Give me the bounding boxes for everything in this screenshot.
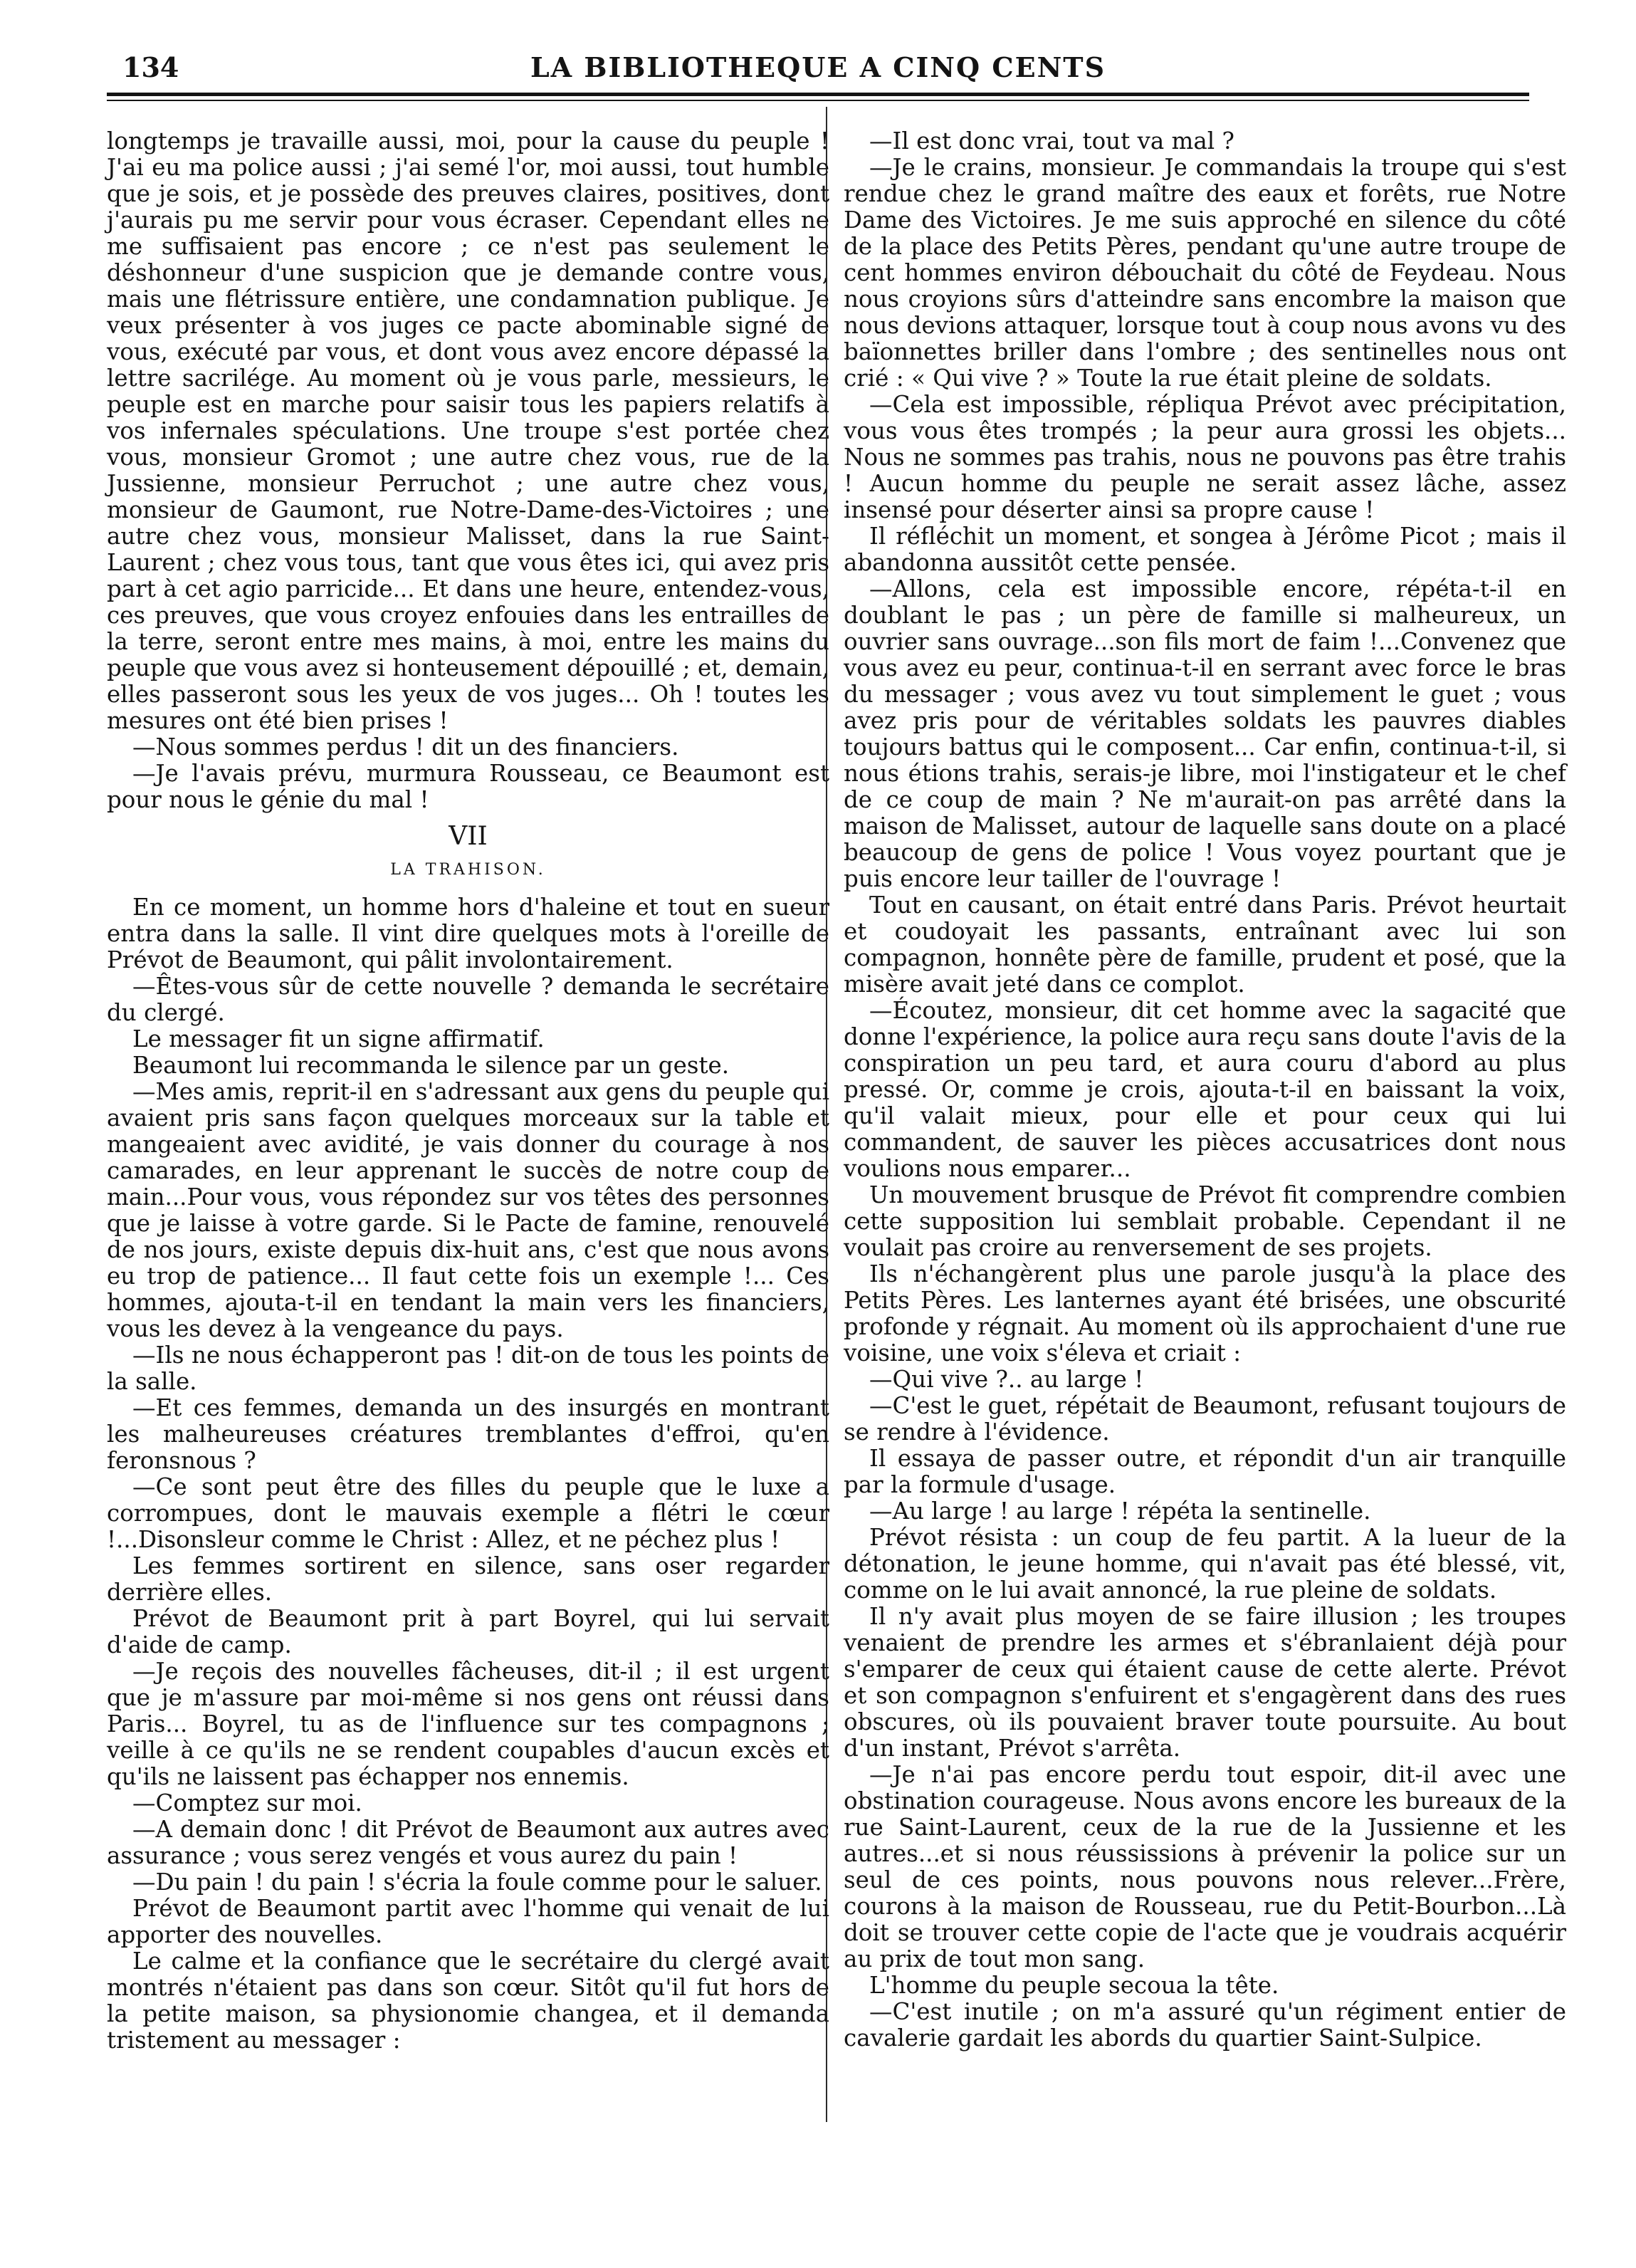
paragraph: Le messager fit un signe affirmatif. <box>132 1025 545 1052</box>
paragraph: Le calme et la confiance que le secrétaire du clergé avait montrés n'étaient pas dans son cœur. Sitôt qu'il fut hors de la petite maison, sa physionomie changea, et il demanda tristement au messager : <box>107 1948 829 2054</box>
paragraph: Il n'y avait plus moyen de se faire illusion ; les troupes venaient de prendre les armes et s'ébranlaient déjà pour s'emparer de ceux qui étaient cause de cette alerte. Prévot et son compagnon s'enfuirent et s'engagèrent dans des rues obscures, où ils pouvaient braver toute poursuite. Au bout d'un instant, Prévot s'arrêta. <box>844 1603 1566 1762</box>
paragraph: —Ils ne nous échapperont pas ! dit-on de tous les points de la salle. <box>107 1342 829 1395</box>
paragraph: En ce moment, un homme hors d'haleine et tout en sueur entra dans la salle. Il vint dire quelques mots à l'oreille de Prévot de Beaumont, qui pâlit involontairement. <box>107 894 829 973</box>
paragraph: —C'est le guet, répétait de Beaumont, refusant toujours de se rendre à l'évidence. <box>844 1392 1566 1446</box>
paragraph: —Du pain ! du pain ! s'écria la foule comme pour le saluer. <box>132 1869 822 1896</box>
paragraph: —Ce sont peut être des filles du peuple que le luxe a corrompues, dont le mauvais exemple a flétri le cœur !...Disonsleur comme le Christ : Allez, et ne péchez plus ! <box>107 1473 829 1553</box>
chapter-title: LA TRAHISON. <box>390 861 546 879</box>
paragraph: —Mes amis, reprit-il en s'adressant aux gens du peuple qui avaient pris sans façon quelques morceaux sur la table et mangeaient avec avidité, je vais donner du courage à nos camarades, en leur apprenant le succès de notre coup de main...Pour vous, vous répondez sur vos têtes des personnes que je laisse à votre garde. Si le Pacte de famine, renouvelé de nos jours, existe depuis dix-huit ans, c'est que nous avons eu trop de patience... Il faut cette fois un exemple !... Ces hommes, ajouta-t-il en tendant la main vers les financiers, vous les devez à la vengeance du pays. <box>107 1078 829 1342</box>
paragraph: L'homme du peuple secoua la tête. <box>869 1972 1279 1999</box>
paragraph: —C'est inutile ; on m'a assuré qu'un régiment entier de cavalerie gardait les abords du quartier Saint-Sulpice. <box>844 1998 1566 2052</box>
left-column <box>107 128 829 2054</box>
paragraph: —Écoutez, monsieur, dit cet homme avec la sagacité que donne l'expérience, la police aura reçu sans doute l'avis de la conspiration un peu tard, et aura couru d'abord au plus pressé. Or, comme je crois, ajouta-t-il en baissant la voix, qu'il valait mieux, pour elle et pour ceux qui lui commandent, de sauver les pièces accusatrices dont nous voulions nous emparer... <box>844 997 1566 1182</box>
running-title: LA BIBLIOTHEQUE A CINQ CENTS <box>530 51 1106 83</box>
paragraph: —Je l'avais prévu, murmura Rousseau, ce Beaumont est pour nous le génie du mal ! <box>107 760 829 813</box>
right-column <box>844 128 1566 2052</box>
paragraph: —Au large ! au large ! répéta la sentinelle. <box>869 1498 1371 1525</box>
paragraph: —Et ces femmes, demanda un des insurgés en montrant les malheureuses créatures tremblantes d'effroi, qu'en feronsnous ? <box>107 1394 829 1474</box>
page-number: 134 <box>122 51 179 83</box>
header-rule-thick <box>107 93 1529 96</box>
header-rule-thin <box>107 100 1529 101</box>
paragraph: —Cela est impossible, répliqua Prévot avec précipitation, vous vous êtes trompés ; la peur aura grossi les objets... Nous ne sommes pas trahis, nous ne pouvons pas être trahis ! Aucun homme du peuple ne serait assez lâche, assez insensé pour déserter ainsi sa propre cause ! <box>844 391 1566 523</box>
paragraph: —Qui vive ?.. au large ! <box>869 1366 1144 1393</box>
paragraph: —Êtes-vous sûr de cette nouvelle ? demanda le secrétaire du clergé. <box>107 973 829 1026</box>
paragraph: Prévot de Beaumont prit à part Boyrel, qui lui servait d'aide de camp. <box>107 1605 829 1658</box>
page-header <box>107 37 1529 87</box>
paragraph: —A demain donc ! dit Prévot de Beaumont aux autres avec assurance ; vous serez vengés et vous aurez du pain ! <box>107 1816 829 1869</box>
paragraph: —Nous sommes perdus ! dit un des financiers. <box>132 733 679 761</box>
paragraph: Prévot résista : un coup de feu partit. A la lueur de la détonation, le jeune homme, qui n'avait pas été blessé, vit, comme on le lui avait annoncé, la rue pleine de soldats. <box>844 1524 1566 1604</box>
paragraph: Un mouvement brusque de Prévot fit comprendre combien cette supposition lui semblait probable. Cependant il ne voulait pas croire au renversement de ses projets. <box>844 1181 1566 1261</box>
paragraph: —Il est donc vrai, tout va mal ? <box>869 127 1234 155</box>
paragraph: longtemps je travaille aussi, moi, pour la cause du peuple ! J'ai eu ma police aussi ; j'ai semé l'or, moi aussi, tout humble que je sois, et je possède des preuves claires, positives, dont j'aurais pu me servir pour vous écraser. Cependant elles ne me suffisaient pas encore ; ce n'est pas seulement le déshonneur d'une suspicion que je demande contre vous, mais une flétrissure entière, une condamnation publique. Je veux présenter à vos juges ce pacte abominable signé de vous, exécuté par vous, et dont vous avez encore dépassé la lettre sacrilége. Au moment où je vous parle, messieurs, le peuple est en marche pour saisir tous les papiers relatifs à vos infernales spéculations. Une troupe s'est portée chez vous, monsieur Gromot ; une autre chez vous, rue de la Jussienne, monsieur Perruchot ; une autre chez vous, monsieur de Gaumont, rue Notre-Dame-des-Victoires ; une autre chez vous, monsieur Malisset, dans la rue Saint-Laurent ; chez vous tous, tant que vous êtes ici, qui avez pris part à cet agio parricide... Et dans une heure, entendez-vous, ces preuves, que vous croyez enfouies dans les entrailles de la terre, seront entre mes mains, à moi, entre les mains du peuple que vous avez si honteusement dépouillé ; et, demain, elles passeront sous les yeux de vos juges... Oh ! toutes les mesures ont été bien prises ! <box>107 127 829 734</box>
paragraph: Prévot de Beaumont partit avec l'homme qui venait de lui apporter des nouvelles. <box>107 1895 829 1948</box>
paragraph: —Je reçois des nouvelles fâcheuses, dit-il ; il est urgent que je m'assure par moi-même si nos gens ont réussi dans Paris... Boyrel, tu as de l'influence sur tes compagnons ; veille à ce qu'ils ne se rendent coupables d'aucun excès et qu'ils ne laissent pas échapper nos ennemis. <box>107 1658 829 1790</box>
paragraph: —Comptez sur moi. <box>132 1789 362 1817</box>
paragraph: —Je n'ai pas encore perdu tout espoir, dit-il avec une obstination courageuse. Nous avons encore les bureaux de la rue Saint-Laurent, ceux de la rue de la Jussienne et les autres...et si nous réussissions à prévenir la police sur un seul de ces points, nous pouvons nous relever...Frère, courons à la maison de Rousseau, rue du Petit-Bourbon...Là doit se trouver cette copie de l'acte que je voudrais acquérir au prix de tout mon sang. <box>844 1761 1566 1972</box>
paragraph: Tout en causant, on était entré dans Paris. Prévot heurtait et coudoyait les passants, entraînant avec lui son compagnon, honnête père de famille, prudent et posé, que la misère avait jeté dans ce complot. <box>844 892 1566 998</box>
paragraph: Ils n'échangèrent plus une parole jusqu'à la place des Petits Pères. Les lanternes ayant été brisées, une obscurité profonde y régnait. Au moment où ils approchaient d'une rue voisine, une voix s'éleva et criait : <box>844 1260 1566 1366</box>
paragraph: Il réfléchit un moment, et songea à Jérôme Picot ; mais il abandonna aussitôt cette pensée. <box>844 523 1566 576</box>
paragraph: —Je le crains, monsieur. Je commandais la troupe qui s'est rendue chez le grand maître des eaux et forêts, rue Notre Dame des Victoires. Je me suis approché en silence du côté de la place des Petits Pères, pendant qu'une autre troupe de cent hommes environ débouchait du côté de Feydeau. Nous nous croyions sûrs d'atteindre sans encombre la maison que nous devions attaquer, lorsque tout à coup nous avons vu des baïonnettes briller dans l'ombre ; des sentinelles nous ont crié : « Qui vive ? » Toute la rue était pleine de soldats. <box>844 154 1566 392</box>
paragraph: Beaumont lui recommanda le silence par un geste. <box>132 1052 730 1079</box>
paragraph: Il essaya de passer outre, et répondit d'un air tranquille par la formule d'usage. <box>844 1445 1566 1498</box>
paragraph: Les femmes sortirent en silence, sans oser regarder derrière elles. <box>107 1552 829 1606</box>
paragraph: —Allons, cela est impossible encore, répéta-t-il en doublant le pas ; un père de famille si malheureux, un ouvrier sans ouvrage...son fils mort de faim !...Convenez que vous avez eu peur, continua-t-il en serrant avec force le bras du messager ; vous avez vu tout simplement le guet ; vous avez pris pour de véritables soldats les pauvres diables toujours battus qui le composent... Car enfin, continua-t-il, si nous étions trahis, serais-je libre, moi l'instigateur et le chef de ce coup de main ? Ne m'aurait-on pas arrêté dans la maison de Malisset, autour de laquelle sans doute on a placé beaucoup de gens de police ! Vous voyez pourtant que je puis encore leur tailler de l'ouvrage ! <box>844 575 1566 892</box>
chapter-number: VII <box>449 822 488 851</box>
